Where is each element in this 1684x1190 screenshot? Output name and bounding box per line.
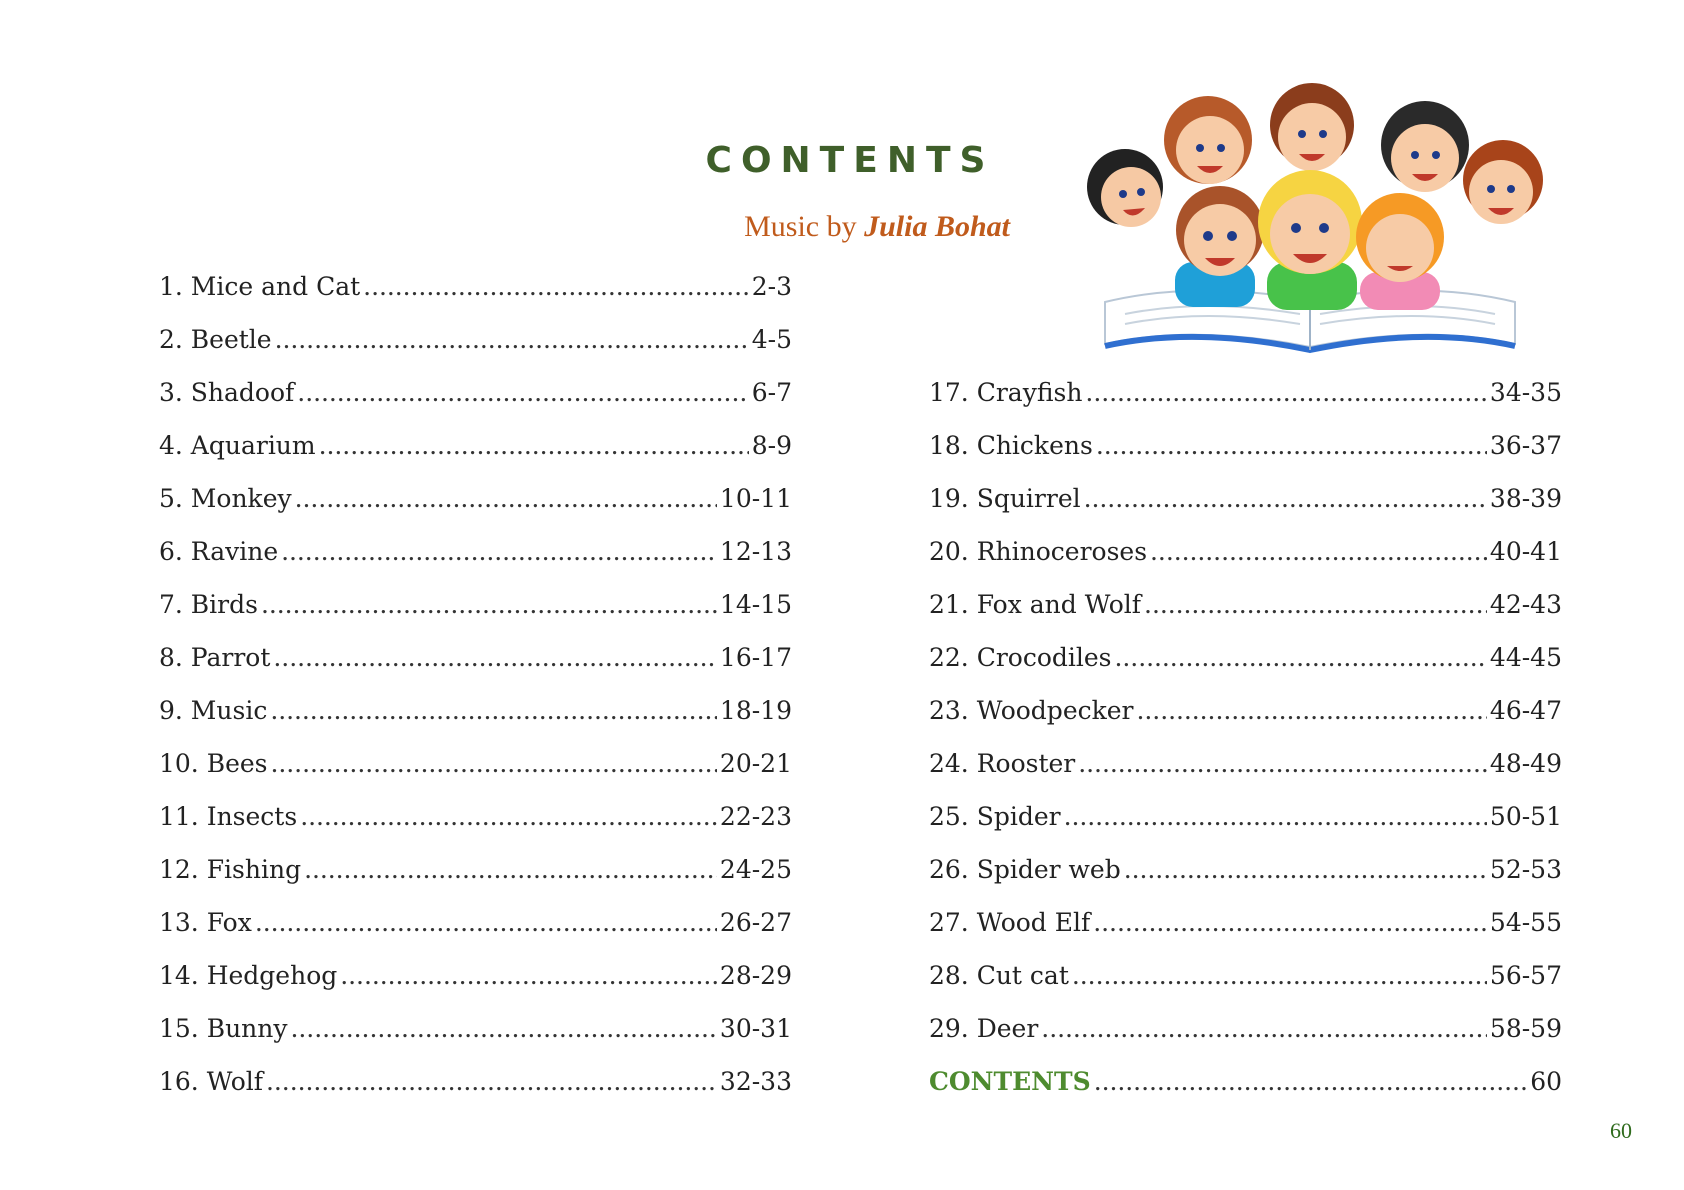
toc-entry-pages: 20-21: [719, 749, 792, 778]
dot-leader: [1072, 961, 1487, 990]
toc-entry[interactable]: [159, 961, 792, 1014]
toc-entry-title: 2. Beetle: [159, 325, 272, 354]
toc-entry-pages: 56-57: [1489, 961, 1562, 990]
toc-entry[interactable]: [159, 325, 792, 378]
toc-entry-pages: 18-19: [719, 696, 792, 725]
toc-entry-title: 11. Insects: [159, 802, 298, 831]
toc-entry-pages: 36-37: [1489, 431, 1562, 460]
toc-entry[interactable]: [159, 802, 792, 855]
toc-entry[interactable]: [929, 908, 1562, 961]
dot-leader: [275, 325, 749, 354]
dot-leader: [319, 431, 749, 460]
toc-entry-pages: 2-3: [751, 272, 792, 301]
dot-leader: [1094, 1067, 1527, 1096]
toc-entry[interactable]: [929, 696, 1562, 749]
dot-leader: [1096, 431, 1487, 460]
dot-leader: [340, 961, 717, 990]
toc-entry-title: 22. Crocodiles: [929, 643, 1112, 672]
toc-entry[interactable]: [159, 696, 792, 749]
toc-entry-title: 19. Squirrel: [929, 484, 1081, 513]
toc-entry-title: 25. Spider: [929, 802, 1061, 831]
toc-entry-pages: 38-39: [1489, 484, 1562, 513]
toc-entry-title: 20. Rhinoceroses: [929, 537, 1148, 566]
toc-entry[interactable]: [159, 1067, 792, 1120]
toc-entry[interactable]: [159, 537, 792, 590]
toc-entry-title: 9. Music: [159, 696, 268, 725]
dot-leader: [1078, 749, 1487, 778]
toc-entry-title: 1. Mice and Cat: [159, 272, 361, 301]
dot-leader: [261, 590, 717, 619]
toc-entry[interactable]: [929, 590, 1562, 643]
dot-leader: [273, 643, 717, 672]
dot-leader: [1115, 643, 1487, 672]
toc-entry-title: 14. Hedgehog: [159, 961, 338, 990]
toc-entry-pages: 22-23: [719, 802, 792, 831]
toc-entry-pages: 6-7: [751, 378, 792, 407]
toc-entry-pages: 8-9: [751, 431, 792, 460]
children-reading-book-icon: [1045, 62, 1585, 362]
dot-leader: [270, 696, 717, 725]
toc-entry-pages: 50-51: [1489, 802, 1562, 831]
toc-entry-title: CONTENTS: [929, 1067, 1091, 1096]
dot-leader: [1085, 378, 1487, 407]
toc-entry[interactable]: [929, 1067, 1562, 1120]
dot-leader: [1084, 484, 1487, 513]
toc-entry-pages: 60: [1530, 1067, 1562, 1096]
toc-entry-pages: 40-41: [1489, 537, 1562, 566]
page-title: CONTENTS: [705, 140, 995, 181]
dot-leader: [297, 378, 748, 407]
toc-entry-title: 3. Shadoof: [159, 378, 295, 407]
toc-entry-title: 10. Bees: [159, 749, 268, 778]
dot-leader: [1137, 696, 1487, 725]
dot-leader: [271, 749, 717, 778]
toc-entry-pages: 14-15: [719, 590, 792, 619]
toc-entry-title: 21. Fox and Wolf: [929, 590, 1142, 619]
toc-entry[interactable]: [159, 272, 792, 325]
page-number: 60: [1610, 1118, 1632, 1143]
toc-entry-title: 4. Aquarium: [159, 431, 316, 460]
toc-entry[interactable]: [159, 749, 792, 802]
toc-entry-pages: 12-13: [719, 537, 792, 566]
dot-leader: [1144, 590, 1487, 619]
dot-leader: [266, 1067, 717, 1096]
toc-entry-title: 15. Bunny: [159, 1014, 288, 1043]
toc-entry-title: 6. Ravine: [159, 537, 279, 566]
toc-entry-pages: 32-33: [719, 1067, 792, 1096]
toc-entry[interactable]: [929, 431, 1562, 484]
dot-leader: [363, 272, 749, 301]
dot-leader: [255, 908, 717, 937]
toc-entry[interactable]: [159, 643, 792, 696]
toc-entry-title: 5. Monkey: [159, 484, 292, 513]
dot-leader: [281, 537, 717, 566]
toc-entry-title: 23. Woodpecker: [929, 696, 1134, 725]
dot-leader: [1124, 855, 1487, 884]
toc-entry[interactable]: [929, 961, 1562, 1014]
toc-entry-pages: 30-31: [719, 1014, 792, 1043]
dot-leader: [300, 802, 717, 831]
toc-entry-pages: 48-49: [1489, 749, 1562, 778]
toc-entry-pages: 16-17: [719, 643, 792, 672]
toc-entry-title: 29. Deer: [929, 1014, 1039, 1043]
toc-entry[interactable]: [929, 802, 1562, 855]
toc-entry-title: 26. Spider web: [929, 855, 1121, 884]
subtitle: [640, 210, 1010, 244]
toc-entry-title: 18. Chickens: [929, 431, 1093, 460]
toc-entry[interactable]: [929, 378, 1562, 431]
dot-leader: [291, 1014, 717, 1043]
toc-entry-title: 28. Cut cat: [929, 961, 1069, 990]
toc-entry[interactable]: [159, 1014, 792, 1067]
dot-leader: [1041, 1014, 1487, 1043]
toc-entry[interactable]: [929, 1014, 1562, 1067]
toc-entry[interactable]: [929, 537, 1562, 590]
toc-entry-pages: 10-11: [719, 484, 792, 513]
toc-entry[interactable]: [159, 378, 792, 431]
toc-entry[interactable]: [159, 484, 792, 537]
dot-leader: [1064, 802, 1487, 831]
toc-entry[interactable]: [929, 484, 1562, 537]
toc-entry-pages: 58-59: [1489, 1014, 1562, 1043]
toc-entry[interactable]: [159, 590, 792, 643]
toc-entry-title: 13. Fox: [159, 908, 252, 937]
dot-leader: [1093, 908, 1487, 937]
toc-entry-title: 17. Crayfish: [929, 378, 1083, 407]
toc-entry[interactable]: [159, 908, 792, 961]
toc-entry-title: 7. Birds: [159, 590, 258, 619]
toc-entry-title: 12. Fishing: [159, 855, 302, 884]
toc-left-column: [159, 272, 792, 1120]
toc-entry-title: 27. Wood Elf: [929, 908, 1091, 937]
toc-entry[interactable]: [929, 855, 1562, 908]
toc-entry-pages: 24-25: [719, 855, 792, 884]
toc-entry[interactable]: [159, 855, 792, 908]
toc-entry-pages: 4-5: [751, 325, 792, 354]
toc-entry-title: 24. Rooster: [929, 749, 1076, 778]
dot-leader: [1150, 537, 1487, 566]
toc-entry-title: 8. Parrot: [159, 643, 271, 672]
toc-entry-pages: 42-43: [1489, 590, 1562, 619]
toc-entry-pages: 44-45: [1489, 643, 1562, 672]
composer-name: Julia Bohat: [864, 210, 1010, 243]
toc-entry-pages: 52-53: [1489, 855, 1562, 884]
toc-entry-pages: 34-35: [1489, 378, 1562, 407]
toc-entry-pages: 54-55: [1489, 908, 1562, 937]
toc-entry-title: 16. Wolf: [159, 1067, 264, 1096]
toc-entry-pages: 26-27: [719, 908, 792, 937]
toc-entry-pages: 46-47: [1489, 696, 1562, 725]
toc-entry-pages: 28-29: [719, 961, 792, 990]
toc-right-column: [929, 378, 1562, 1120]
toc-entry[interactable]: [929, 643, 1562, 696]
subtitle-prefix: Music by: [744, 210, 857, 243]
toc-entry[interactable]: [929, 749, 1562, 802]
dot-leader: [304, 855, 717, 884]
dot-leader: [295, 484, 717, 513]
toc-entry[interactable]: [159, 431, 792, 484]
